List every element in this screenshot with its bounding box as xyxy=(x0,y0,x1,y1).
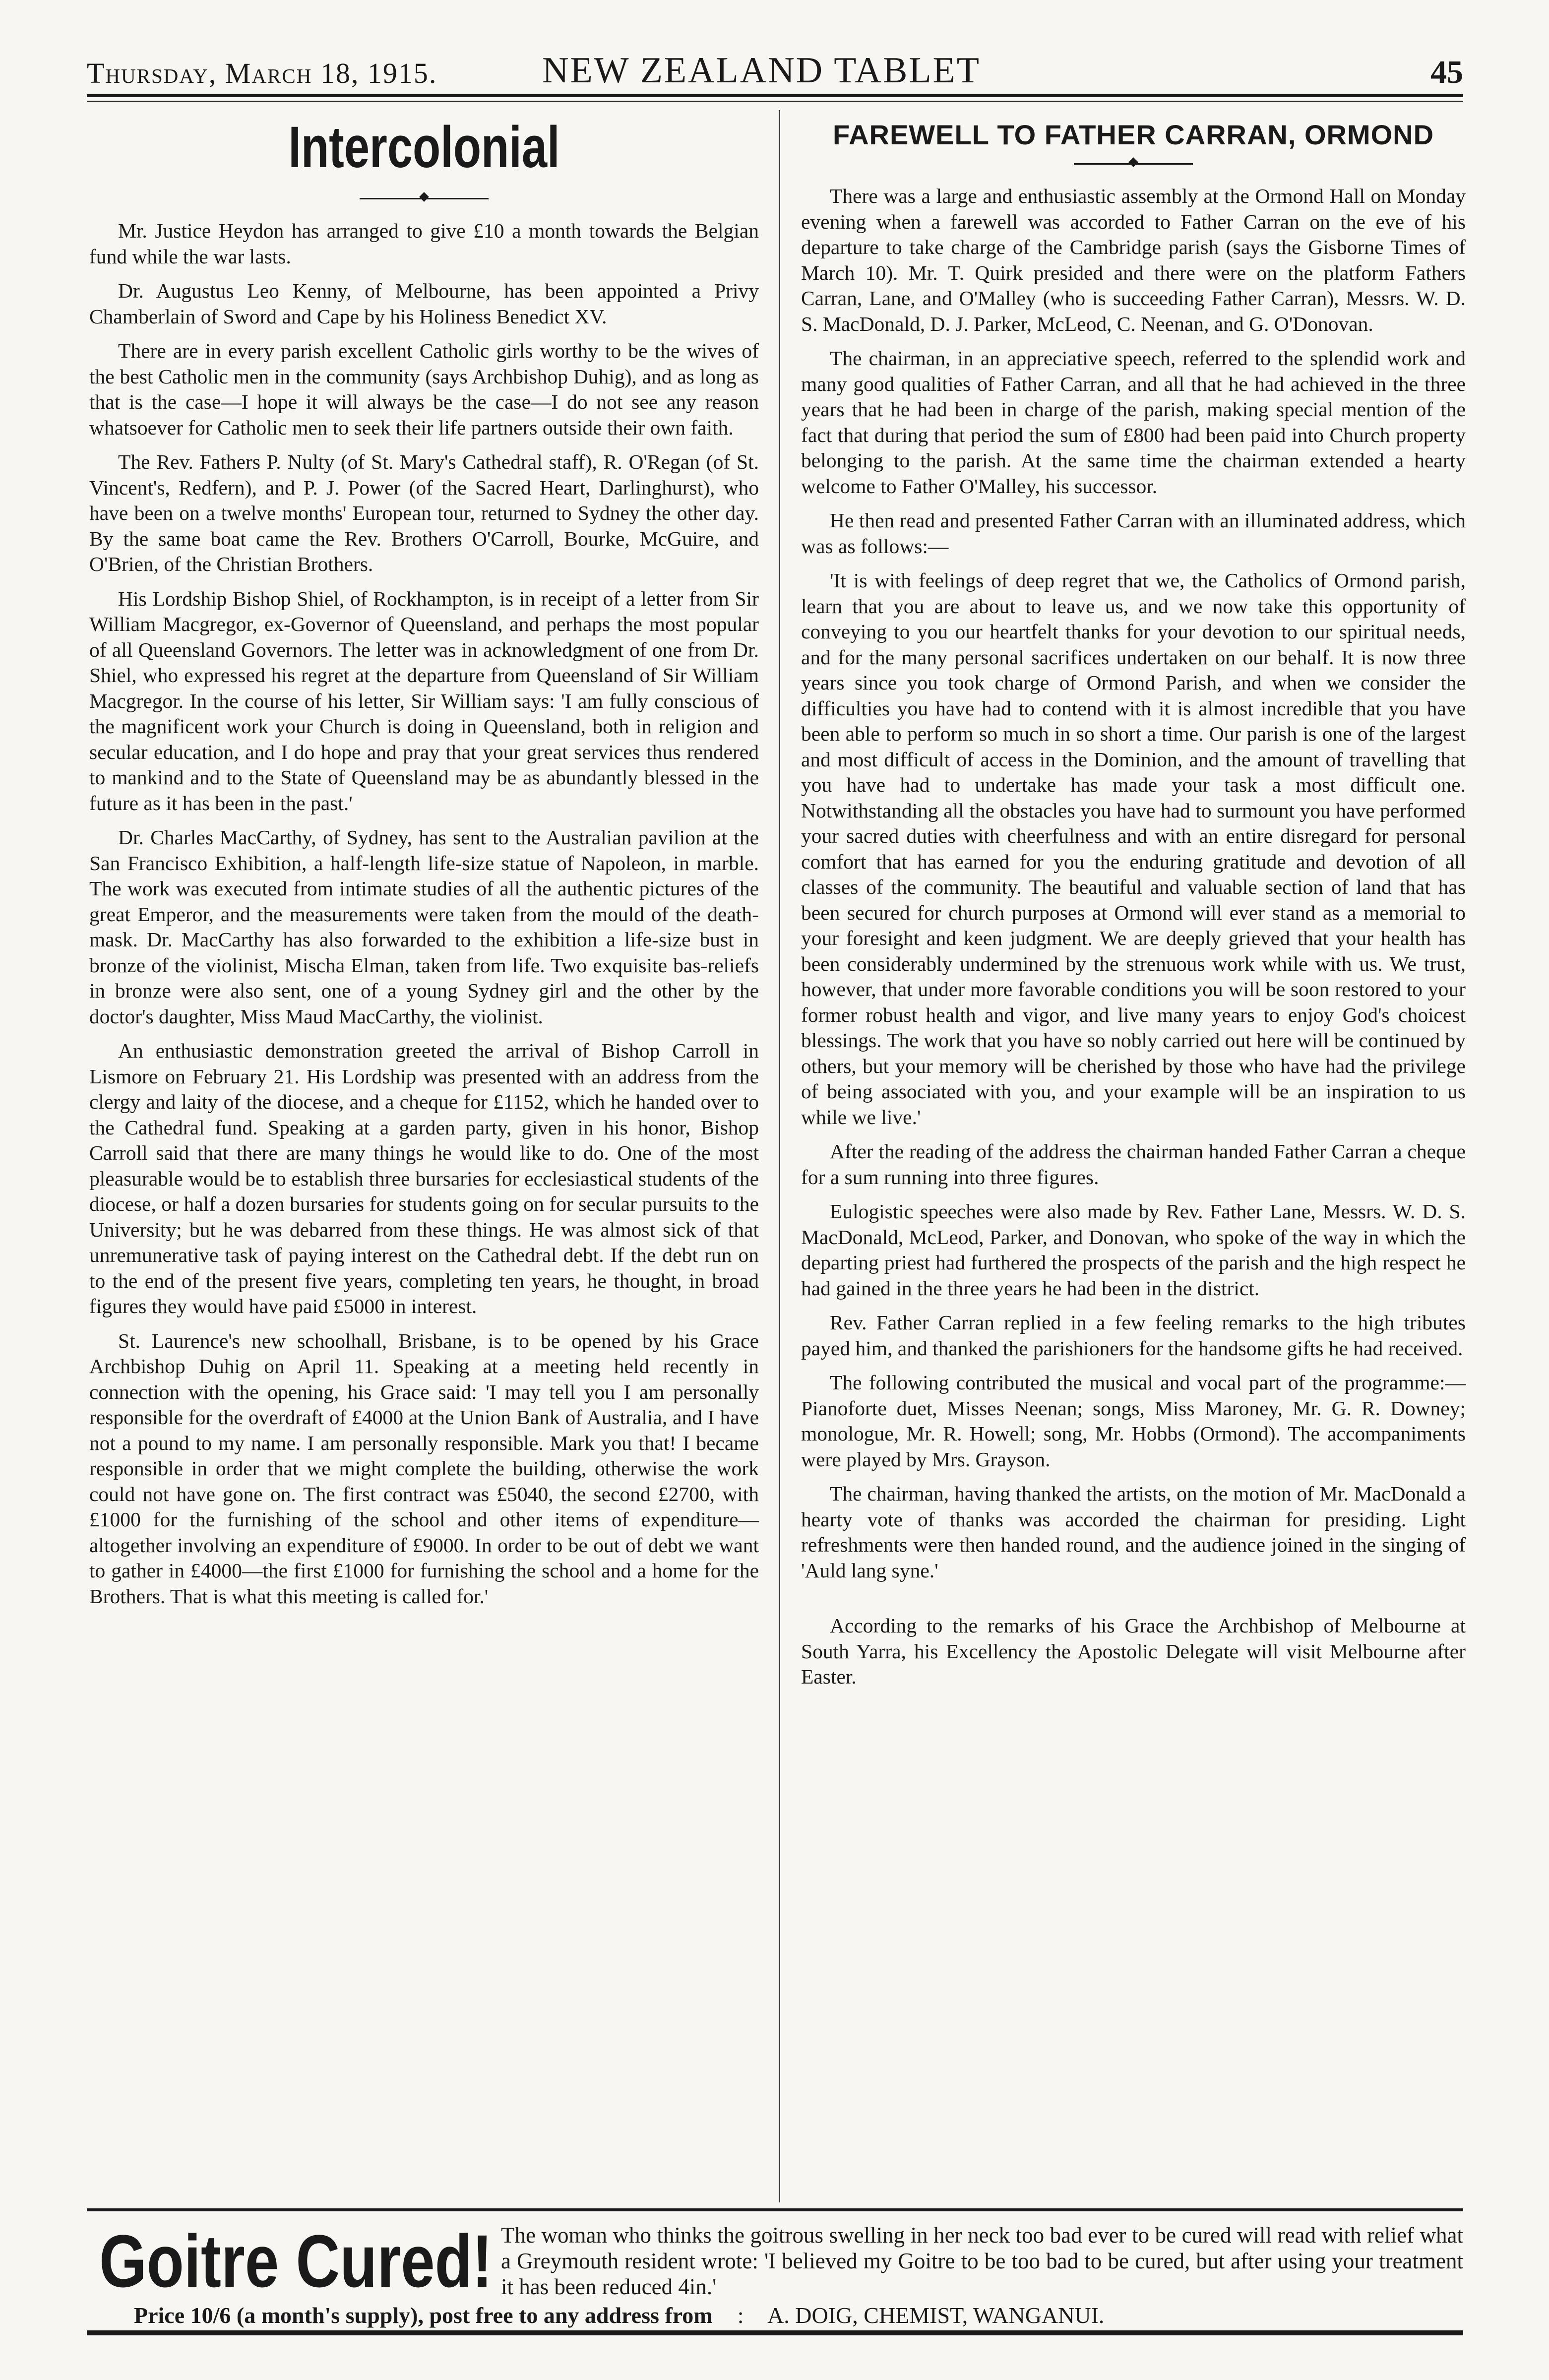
advert-vendor: A. DOIG, CHEMIST, WANGANUI. xyxy=(767,2303,1105,2328)
article-paragraph: The chairman, in an appreciative speech, referred to the splendid work and many good qualities of Father Carran, and all that he had achieved in the three years that he had been in charge of the parish, making special mention of the fact that during that period the sum of £800 had been paid into Church property belonging to the parish. At the same time the chairman extended a hearty welcome to Father O'Malley, his successor. xyxy=(801,347,1466,498)
article-paragraph: The following contributed the musical and vocal part of the programme:—Pianoforte duet, Misses Neenan; songs, Miss Maroney, Mr. G. R. Downey; monologue, Mr. R. Howell; song, Mr. Hobbs (Ormond). The accompaniments were played by Mrs. Grayson. xyxy=(801,1371,1466,1471)
article-paragraph: There are in every parish excellent Catholic girls worthy to be the wives of the best Catholic men in the community (says Archbishop Duhig), and as long as that is the case—I hope it will always be the case—I do not see any reason whatsoever for Catholic men to seek their life partners outside their own faith. xyxy=(89,339,759,439)
article-paragraph: The chairman, having thanked the artists, on the motion of Mr. MacDonald a hearty vote of thanks was accorded the chairman for presiding. Light refreshments were then handed round, and the audience joined in the singing of 'Auld lang syne.' xyxy=(801,1482,1466,1582)
advert-headline: Goitre Cured! xyxy=(99,2219,493,2303)
article-paragraph: An enthusiastic demonstration greeted the arrival of Bishop Carroll in Lismore on February 21. His Lordship was presented with an address from the clergy and laity of the diocese, and a cheque for £1152, which he handed over to the Cathedral fund. Speaking at a garden party, given in his honor, Bishop Carroll said that there are many things he would like to do. One of the most pleasurable would be to establish three bursaries for ecclesiastical students of the diocese, or half a dozen bursaries for students going on for secular pursuits to the University; but he was debarred from these things. He was almost sick of that unremunerative task of paying interest on the Cathedral debt. If the debt run on to the end of the present five years, completing ten years, he thought, in broad figures they would have paid £5000 in interest. xyxy=(89,1039,759,1317)
header-rule xyxy=(87,94,1463,97)
column-divider xyxy=(779,110,780,2202)
issue-date: Thursday, March 18, 1915. xyxy=(87,57,437,89)
advert-rule-bottom xyxy=(87,2330,1463,2335)
article-paragraph: Dr. Charles MacCarthy, of Sydney, has sent to the Australian pavilion at the San Francisco Exhibition, a half-length life-size statue of Napoleon, in marble. The work was executed from intimate studies of all the authentic pictures of the great Emperor, and the measurements were taken from the mould of the death-mask. Dr. MacCarthy has also forwarded to the exhibition a life-size bust in bronze of the violinist, Mischa Elman, taken from life. Two exquisite bas-reliefs in bronze were also sent, one of a young Sydney girl and the other by the doctor's daughter, Miss Maud MacCarthy, the violinist. xyxy=(89,826,759,1028)
header-rule-thin xyxy=(87,101,1463,102)
article-paragraph: There was a large and enthusiastic assembly at the Ormond Hall on Monday evening when a farewell was accorded to Father Carran on the eve of his departure to take charge of the Cambridge parish (says the Gisborne Times of March 10). Mr. T. Quirk presided and there were on the platform Fathers Carran, Lane, and O'Malley (who is succeeding Father Carran), Messrs. W. D. S. MacDonald, D. J. Parker, McLeod, C. Neenan, and G. O'Donovan. xyxy=(801,185,1466,335)
left-column xyxy=(89,110,759,1618)
advert-rule xyxy=(87,2208,1463,2211)
advert-price: Price 10/6 (a month's supply), post free to any address from xyxy=(134,2303,713,2328)
article-paragraph: Eulogistic speeches were also made by Rev. Father Lane, Messrs. W. D. S. MacDonald, McLeod, Parker, and Donovan, who spoke of the way in which the departing priest had furthered the prospects of the parish and the high respect he had gained in the three years he had been in the district. xyxy=(801,1200,1466,1300)
advert-body: The woman who thinks the goitrous swelling in her neck too bad ever to be cured will read with relief what a Greymouth resident wrote: 'I believed my Goitre to be too bad to be cured, but after using your treatment it has been reduced 4in.' xyxy=(501,2223,1463,2299)
article-paragraph: He then read and presented Father Carran with an illuminated address, which was as follows:— xyxy=(801,509,1466,558)
article-paragraph: According to the remarks of his Grace the Archbishop of Melbourne at South Yarra, his Excellency the Apostolic Delegate will visit Melbourne after Easter. xyxy=(801,1614,1466,1688)
page-header xyxy=(87,50,1463,94)
article-paragraph: Dr. Augustus Leo Kenny, of Melbourne, has been appointed a Privy Chamberlain of Sword and Cape by his Holiness Benedict XV. xyxy=(89,279,759,328)
title-ornament xyxy=(1074,159,1193,169)
right-column xyxy=(801,110,1466,1699)
article-paragraph: After the reading of the address the chairman handed Father Carran a cheque for a sum running into three figures. xyxy=(801,1140,1466,1189)
article-paragraph: Rev. Father Carran replied in a few feeling remarks to the high tributes payed him, and thanked the parishioners for the handsome gifts he had received. xyxy=(801,1311,1466,1360)
section-title-intercolonial: Intercolonial xyxy=(288,115,560,180)
article-paragraph: The Rev. Fathers P. Nulty (of St. Mary's Cathedral staff), R. O'Regan (of St. Vincent's, Redfern), and P. J. Power (of the Sacred Heart, Darlinghurst), who have been on a twelve months' European tour, returned to Sydney the other day. By the same boat came the Rev. Brothers O'Carroll, Bourke, McGuire, and O'Brien, of the Christian Brothers. xyxy=(89,450,759,575)
section-title-farewell: FAREWELL TO FATHER CARRAN, ORMOND xyxy=(832,119,1434,150)
article-paragraph: St. Laurence's new schoolhall, Brisbane, is to be opened by his Grace Archbishop Duhig on April 11. Speaking at a meeting held recently in connection with the opening, his Grace said: 'I may tell you I am personally responsible for the overdraft of £4000 at the Union Bank of Australia, and I have not a pound to my name. I am personally responsible. Mark you that! I became responsible in order that we might complete the building, otherwise the work could not have gone on. The first contract was £5040, the second £2700, with £1000 for the furnishing of the school and other items of expenditure—altogether involving an expenditure of £9000. In order to be out of debt we want to gather in £4000—the first £1000 for furnishing the school and a home for the Brothers. That is what this meeting is called for.' xyxy=(89,1329,759,1608)
article-paragraph: Mr. Justice Heydon has arranged to give £10 a month towards the Belgian fund while the war lasts. xyxy=(89,219,759,268)
article-paragraph: His Lordship Bishop Shiel, of Rockhampton, is in receipt of a letter from Sir William Macgregor, ex-Governor of Queensland, and perhaps the most popular of all Queensland Governors. The letter was in acknowledgment of one from Dr. Shiel, who expressed his regret at the departure from Queensland of Sir William Macgregor. In the course of his letter, Sir William says: 'I am fully conscious of the magnificent work your Church is doing in Queensland, both in religion and secular education, and I do hope and pray that your great services thus rendered to mankind and to the State of Queensland may be as abundantly blessed in the future as it has been in the past.' xyxy=(89,587,759,814)
title-ornament xyxy=(360,193,489,203)
advert-price-line xyxy=(134,2302,1463,2331)
page-number: 45 xyxy=(1430,54,1463,90)
advert-separator: : xyxy=(737,2303,744,2328)
article-paragraph: 'It is with feelings of deep regret that we, the Catholics of Ormond parish, learn that you are about to leave us, and we now take this opportunity of conveying to you our heartfelt thanks for your devotion to our spiritual needs, and for the many personal sacrifices undertaken on our behalf. It is now three years since you took charge of Ormond Parish, and when we consider the difficulties you have had to contend with it is almost incredible that you have been able to perform so much in so short a time. Our parish is one of the largest and most difficult of access in the Dominion, and the amount of travelling that you have had to undertake has made your task a most difficult one. Notwithstanding all the obstacles you have had to surmount you have performed your sacred duties with cheerfulness and with an entire disregard for personal comfort that has earned for you the enduring gratitude and devotion of all classes of the community. The beautiful and valuable section of land that has been secured for church purposes at Ormond will ever stand as a memorial to your foresight and keen judgment. We are deeply grieved that your health has been considerably undermined by the strenuous work while with us. We trust, however, that under more favorable conditions you will be soon restored to your former robust health and vigor, and live many years to enjoy God's choicest blessings. The work that you have so nobly carried out here will be continued by others, but your memory will be cherished by those who have had the privilege of being associated with you, and your example will be an inspiration to us while we live.' xyxy=(801,569,1466,1128)
masthead-title: NEW ZEALAND TABLET xyxy=(542,50,981,91)
